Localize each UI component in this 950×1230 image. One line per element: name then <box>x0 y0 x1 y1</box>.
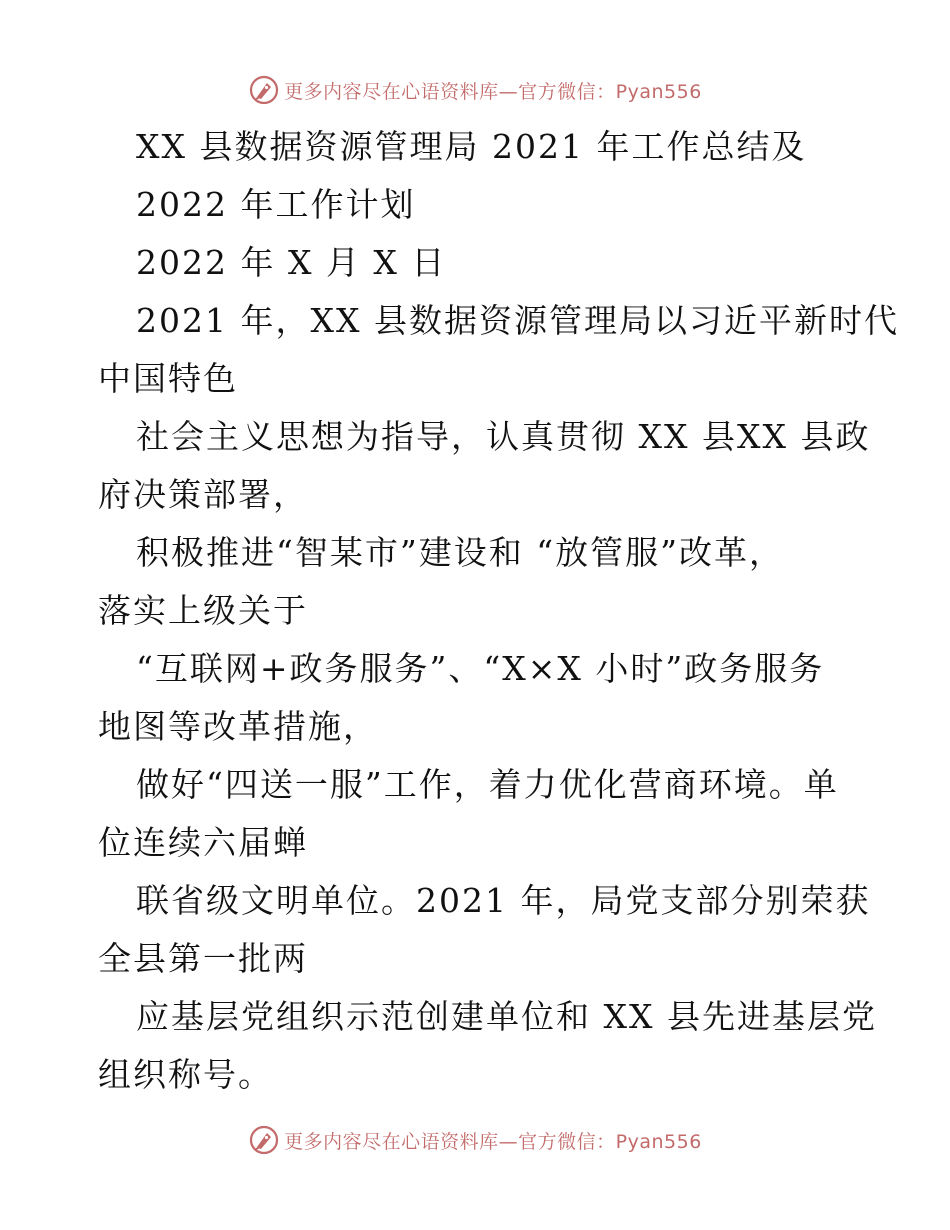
watermark-banner-bottom <box>0 1120 950 1160</box>
watermark-text: 更多内容尽在心语资料库—官方微信：Pyan556 <box>284 80 702 103</box>
document-body <box>98 118 899 1104</box>
doc-line: 落实上级关于 <box>98 591 308 630</box>
doc-line-date: 2022 年 X 月 X 日 <box>136 243 447 282</box>
doc-line: 组织称号。 <box>98 1055 273 1094</box>
doc-line: 中国特色 <box>98 359 238 398</box>
doc-line: 积极推进“智某市”建设和 “放管服”改革， <box>136 533 784 572</box>
doc-line: 社会主义思想为指导，认真贯彻 XX 县XX 县政 <box>136 417 871 456</box>
watermark-banner-top <box>0 70 950 110</box>
pen-nib-logo-icon <box>248 1124 280 1156</box>
doc-line-title: XX 县数据资源管理局 2021 年工作总结及 <box>136 127 807 166</box>
doc-line: 做好“四送一服”工作，着力优化营商环境。单 <box>136 765 839 804</box>
doc-line: 位连续六届蝉 <box>98 823 308 862</box>
doc-line: 府决策部署， <box>98 475 308 514</box>
doc-line: 联省级文明单位。2021 年，局党支部分别荣获 <box>136 881 871 920</box>
watermark-text: 更多内容尽在心语资料库—官方微信：Pyan556 <box>284 1130 702 1153</box>
doc-line: 地图等改革措施， <box>98 707 378 746</box>
doc-line: 应基层党组织示范创建单位和 XX 县先进基层党 <box>136 997 877 1036</box>
doc-line: 2021 年，XX 县数据资源管理局以习近平新时代 <box>136 301 899 340</box>
doc-line: “互联网+政务服务”、“X×X 小时”政务服务 <box>136 649 825 688</box>
doc-line-title-cont: 2022 年工作计划 <box>136 185 416 224</box>
pen-nib-logo-icon <box>248 74 280 106</box>
doc-line: 全县第一批两 <box>98 939 308 978</box>
